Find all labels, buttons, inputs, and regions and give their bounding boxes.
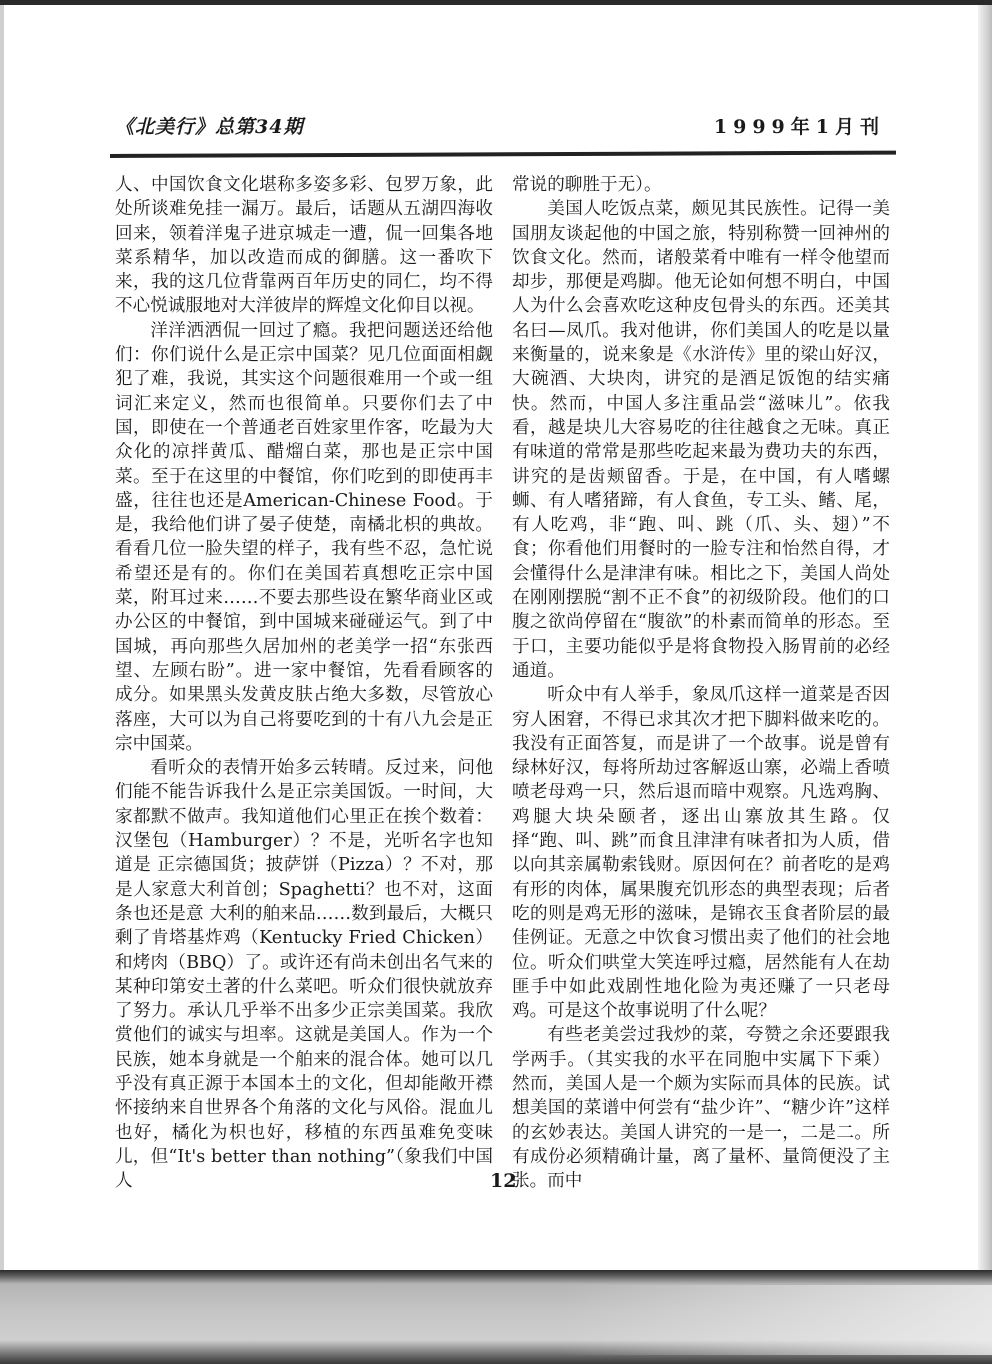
paragraph: 听众中有人举手，象凤爪这样一道菜是否因穷人困窘，不得已求其次才把下脚料做来吃的。我没有正面答复，而是讲了一个故事。说是曾有绿林好汉，每将所劫过客解返山寨，必端上香喷喷老母鸡一只，然后退而暗中观察。凡选鸡胸、鸡腿大块朵颐者，逐出山寨放其生路。仅择“跑、叫、跳”而食且津津有味者扣为人质，借以向其亲属勒索钱财。原因何在？前者吃的是鸡有形的肉体，属果腹充饥形态的典型表现；后者吃的则是鸡无形的滋味，是锦衣玉食者阶层的最佳例证。无意之中饮食习惯出卖了他们的社会地位。听众们哄堂大笑连呼过瘾，居然能有人在劫匪手中如此戏剧性地化险为夷还赚了一只老母鸡。可是这个故事说明了什么呢？: [512, 685, 890, 1022]
paragraph: 美国人吃饭点菜，颇见其民族性。记得一美国朋友谈起他的中国之旅，特别称赞一回神州的饮食文化。然而，诸般菜肴中唯有一样令他望而却步，那便是鸡脚。他无论如何想不明白，中国人为什么会喜欢吃这种皮包骨头的东西。还美其名曰—凤爪。我对他讲，你们美国人的吃是以量来衡量的，说来象是《水浒传》里的梁山好汉，大碗酒、大块肉，讲究的是酒足饭饱的结实痛快。然而，中国人多注重品尝“滋味儿”。依我看，越是块儿大容易吃的往往越食之无味。真正有味道的常常是那些吃起来最为费功夫的东西，讲究的是齿颊留香。于是，在中国，有人嗜螺蛳、有人嗜猪蹄，有人食鱼，专工头、鳍、尾，有人吃鸡，非“跑、叫、跳（爪、头、翅）”不食；你看他们用餐时的一脸专注和怡然自得，才会懂得什么是津津有味。相比之下，美国人尚处在刚刚摆脱“割不正不食”的初级阶段。他们的口腹之欲尚停留在“腹欲”的朴素而简单的形态。至于口，主要功能似乎是将食物投入肠胃前的必经通道。: [512, 199, 890, 681]
left-column: [115, 173, 493, 1193]
scan-right-edge: [978, 5, 992, 1270]
scan-bottom-highlight: [560, 1285, 992, 1355]
paragraph: 常说的聊胜于无）。: [512, 175, 662, 195]
header-rule: [110, 151, 896, 158]
paragraph: 看听众的表情开始多云转晴。反过来，问他们能不能告诉我什么是正宗美国饭。一时间，大 家都默不做声。我知道他们心里正在挨个数着：汉堡包（Hamburger）？不是，光听名字也知道是 正宗德国货；披萨饼（Pizza）？不对，那是人家意大利首创；Spaghetti？也不对，这面条也还是意 大利的舶来品……数到最后，大概只剩了肯塔基炸鸡（Kentucky Fried Chicken）和烤肉（BBQ）了。或许还有尚未创出名气来的某种印第安土著的什么菜吧。听众们很快就放弃了努力。承认几乎举不出多少正宗美国菜。我欣赏他们的诚实与坦率。这就是美国人。作为一个民族，她本身就是一个舶来的混合体。她可以几乎没有真正源于本国本土的文化，但却能敞开襟怀接纳来自世界各个角落的文化与风俗。混血儿也好，橘化为枳也好，移植的东西虽难免变味儿，但“It's better than nothing”（象我们中国人: [115, 758, 493, 1192]
page-number: 12: [490, 1170, 517, 1192]
running-header-date: 1999年1月刊: [713, 116, 885, 138]
scan-left-edge: [0, 5, 4, 1270]
paragraph: 有些老美尝过我炒的菜，夸赞之余还要跟我学两手。（其实我的水平在同胞中实属下下乘）然而，美国人是一个颇为实际而具体的民族。试想美国的菜谱中何尝有“盐少许”、“糖少许”这样的玄妙表达。美国人讲究的一是一，二是二。所有成份必须精确计量，离了量杯、量筒便没了主张。而中: [512, 1025, 890, 1192]
right-column: [512, 173, 890, 1193]
paragraph: 洋洋洒洒侃一回过了瘾。我把问题送还给他们：你们说什么是正宗中国菜？见几位面面相觑犯了难，我说，其实这个问题很难用一个或一组词汇来定义，然而也很简单。只要你们去了中国，即使在一个普通老百姓家里作客，吃最为大众化的凉拌黄瓜、醋熘白菜，那也是正宗中国菜。至于在这里的中餐馆，你们吃到的即使再丰盛，往往也还是American-Chinese Food。于是，我给他们讲了晏子使楚，南橘北枳的典故。看看几位一脸失望的样子，我有些不忍，急忙说希望还是有的。你们在美国若真想吃正宗中国菜，附耳过来……不要去那些设在繁华商业区或办公区的中餐馆，到中国城来碰碰运气。到了中国城，再向那些久居加州的老美学一招“东张西 望、左顾右盼”。进一家中餐馆，先看看顾客的成分。如果黑头发黄皮肤占绝大多数，尽管放心落座，大可以为自己将要吃到的十有八九会是正宗中国菜。: [115, 320, 493, 754]
scan-top-edge: [0, 0, 992, 5]
paragraph: 人、中国饮食文化堪称多姿多彩、包罗万象，此处所谈难免挂一漏万。最后，话题从五湖四海收回来，领着洋鬼子进京城走一遭，侃一回集各地菜系精华，加以改造而成的御膳。这一番吹下来，我的这几位背靠两百年历史的同仁，均不得不心悦诚服地对大洋彼岸的辉煌文化仰目以视。: [115, 175, 493, 317]
running-header-publication: 《北美行》总第34期: [115, 116, 304, 138]
